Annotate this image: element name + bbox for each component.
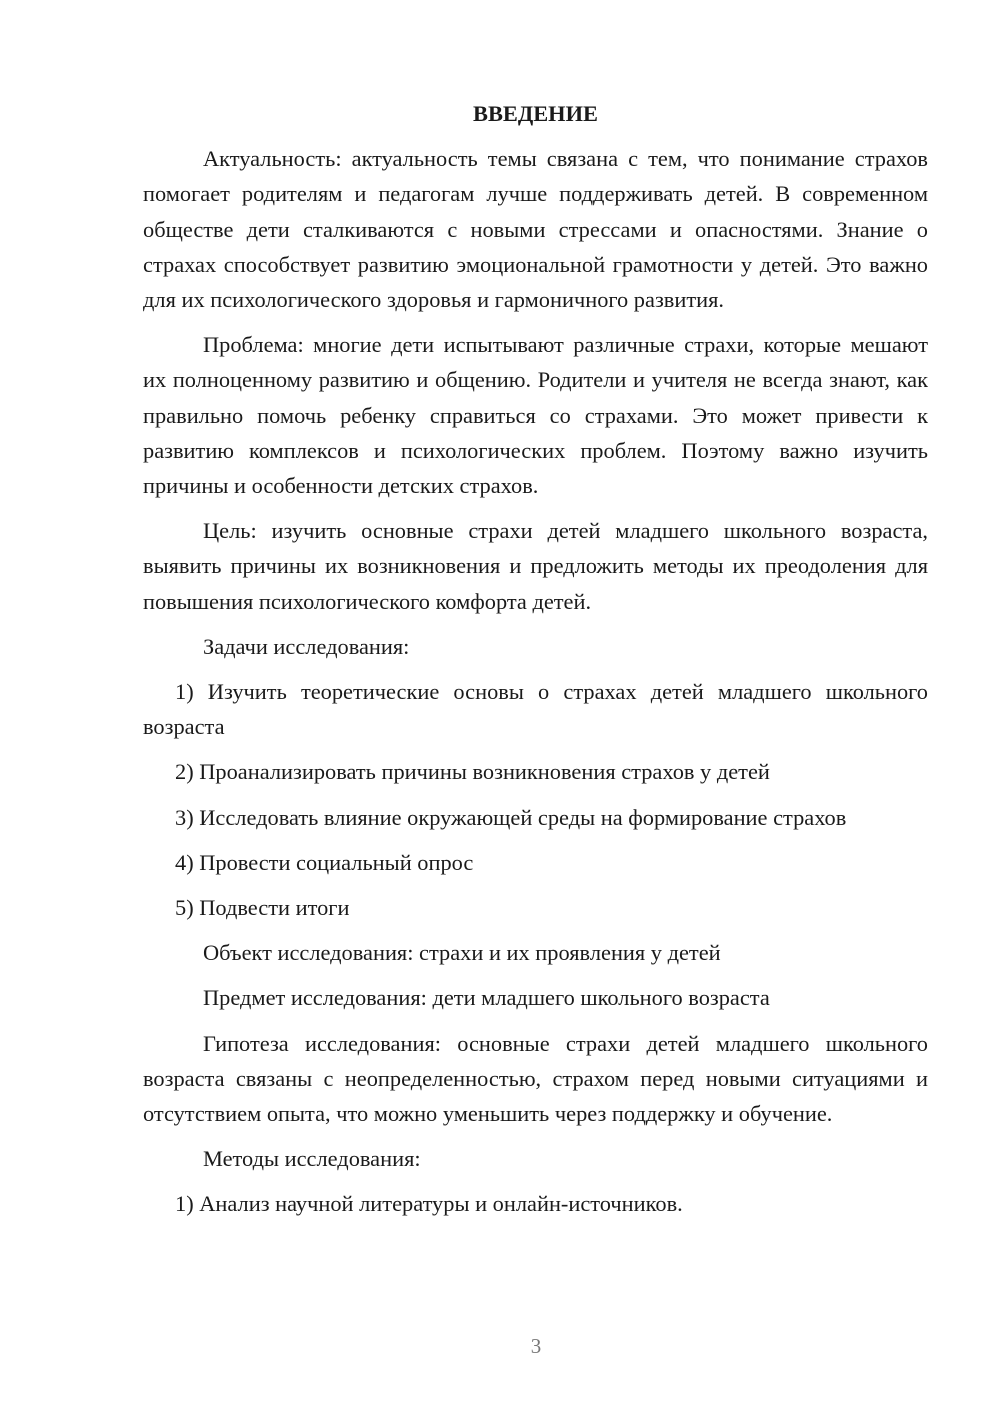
task-item: 3) Исследовать влияние окружающей среды на формирование страхов <box>175 804 847 830</box>
tasks-heading: Задачи исследования: <box>203 633 410 659</box>
task-item: 1) Изучить теоретические основы о страхах детей младшего школьного возраста <box>143 679 928 740</box>
hypothesis-paragraph: Гипотеза исследования: основные страхи детей младшего школьного возраста связаны с неопределенностью, страхом перед новыми ситуациями и отсутствием опыта, что можно уменьшить через поддержку и обучение. <box>143 1030 928 1127</box>
task-item: 4) Провести социальный опрос <box>175 849 474 875</box>
methods-heading: Методы исследования: <box>203 1146 421 1172</box>
problem-paragraph: Проблема: многие дети испытывают различные страхи, которые мешают их полноценному развитию и общению. Родители и учителя не всегда знают, как правильно помочь ребенку справиться со страхами. Это может привести к развитию комплексов и психологических проблем. Поэтому важно изучить причины и особенности детских страхов. <box>143 332 928 499</box>
goal-paragraph: Цель: изучить основные страхи детей младшего школьного возраста, выявить причины их возникновения и предложить методы их преодоления для повышения психологического комфорта детей. <box>143 518 928 614</box>
page-number: 3 <box>530 1334 542 1358</box>
page-content <box>143 96 928 1232</box>
method-item: 1) Анализ научной литературы и онлайн-источников. <box>175 1191 683 1217</box>
task-item: 2) Проанализировать причины возникновения страхов у детей <box>175 759 770 785</box>
task-item: 5) Подвести итоги <box>175 895 350 921</box>
relevance-paragraph: Актуальность: актуальность темы связана с тем, что понимание страхов помогает родителям и педагогам лучше поддерживать детей. В современном обществе дети сталкиваются с новыми стрессами и опасностями. Знание о страхах способствует развитию эмоциональной грамотности у детей. Это важно для их психологического здоровья и гармоничного развития. <box>143 146 928 313</box>
subject-line: Предмет исследования: дети младшего школьного возраста <box>203 985 770 1011</box>
object-line: Объект исследования: страхи и их проявления у детей <box>203 940 721 966</box>
page-title: ВВЕДЕНИЕ <box>473 101 598 126</box>
